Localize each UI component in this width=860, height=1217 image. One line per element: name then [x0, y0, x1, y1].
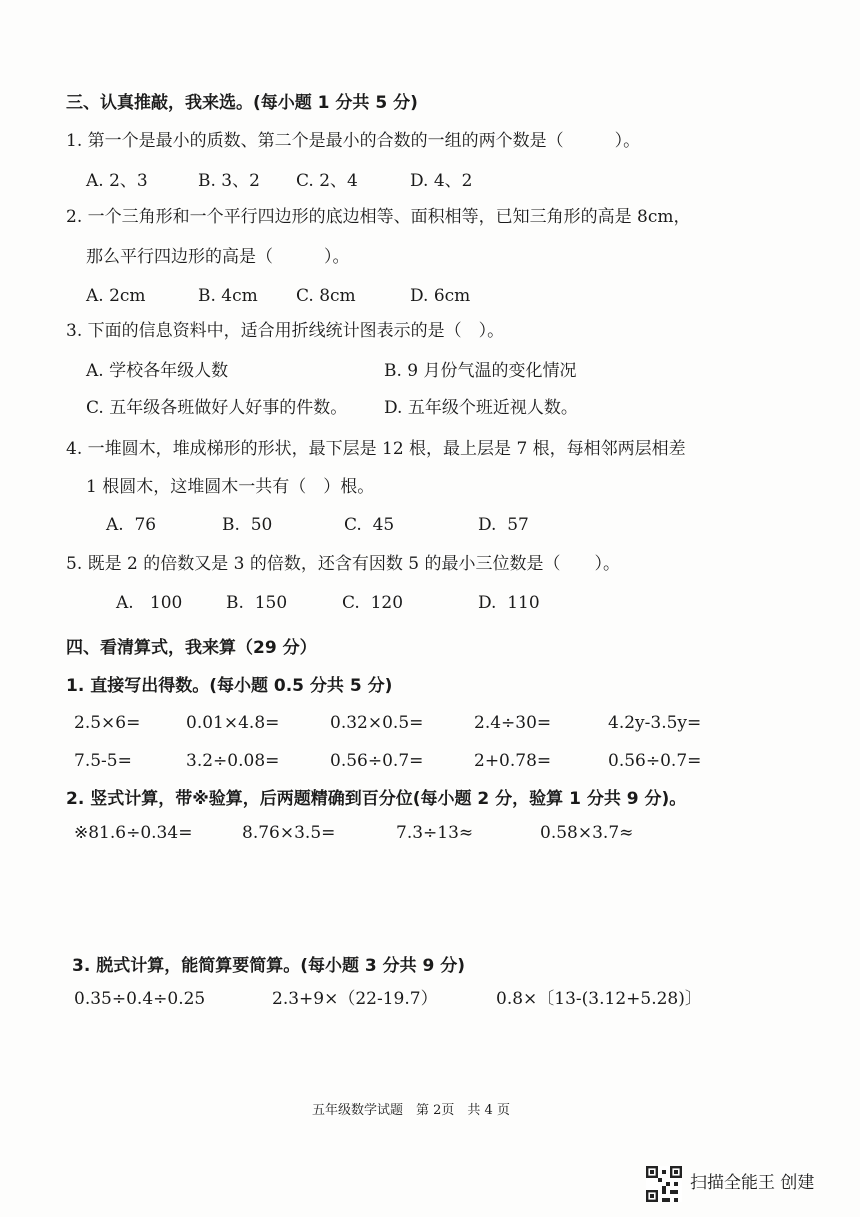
- part3-heading: 3. 脱式计算，能简算要简算。(每小题 3 分共 9 分): [72, 956, 466, 976]
- calc-item: 0.56÷0.7=: [330, 751, 424, 771]
- q4-option-d: D. 57: [478, 515, 529, 535]
- q1-option-d: D. 4、2: [410, 171, 473, 191]
- page-footer: 五年级数学试题 第 2页 共 4 页: [312, 1103, 510, 1118]
- q1-option-a: A. 2、3: [86, 171, 148, 191]
- section4-heading: 四、看清算式，我来算（29 分）: [66, 638, 317, 658]
- q5-option-c: C. 120: [342, 593, 404, 613]
- q3-option-c: C. 五年级各班做好人好事的件数。: [86, 398, 348, 418]
- q2-stem-line1: 2. 一个三角形和一个平行四边形的底边相等、面积相等，已知三角形的高是 8cm，: [66, 207, 691, 227]
- q5-stem: 5. 既是 2 的倍数又是 3 的倍数，还含有因数 5 的最小三位数是（ ）。: [66, 554, 620, 574]
- vertical-calc-item: 7.3÷13≈: [396, 823, 474, 843]
- section3-heading: 三、认真推敲，我来选。(每小题 1 分共 5 分): [66, 93, 418, 113]
- vertical-calc-item: ※81.6÷0.34=: [74, 823, 193, 843]
- q4-stem-line2: 1 根圆木，这堆圆木一共有（ ）根。: [86, 477, 375, 497]
- q5-option-a: A. 100: [116, 593, 183, 613]
- stepwise-calc-item: 2.3+9×（22-19.7）: [272, 989, 438, 1009]
- part2-heading: 2. 竖式计算，带※验算，后两题精确到百分位(每小题 2 分，验算 1 分共 9 分)。: [66, 789, 687, 809]
- q2-option-c: C. 8cm: [296, 286, 356, 306]
- vertical-calc-item: 0.58×3.7≈: [540, 823, 634, 843]
- q1-option-b: B. 3、2: [198, 171, 260, 191]
- part1-heading: 1. 直接写出得数。(每小题 0.5 分共 5 分): [66, 676, 393, 696]
- q3-option-a: A. 学校各年级人数: [86, 361, 229, 381]
- q4-option-b: B. 50: [222, 515, 273, 535]
- calc-item: 3.2÷0.08=: [186, 751, 280, 771]
- q2-option-b: B. 4cm: [198, 286, 258, 306]
- q4-option-c: C. 45: [344, 515, 395, 535]
- calc-item: 0.01×4.8=: [186, 713, 280, 733]
- calc-item: 4.2y-3.5y=: [608, 713, 702, 733]
- q3-option-d: D. 五年级个班近视人数。: [384, 398, 578, 418]
- calc-item: 0.32×0.5=: [330, 713, 424, 733]
- q4-stem-line1: 4. 一堆圆木，堆成梯形的形状，最下层是 12 根，最上层是 7 根，每相邻两层相差: [66, 439, 686, 459]
- scanner-watermark: 扫描全能王 创建: [690, 1173, 815, 1193]
- calc-item: 7.5-5=: [74, 751, 132, 771]
- q4-option-a: A. 76: [106, 515, 157, 535]
- q3-stem: 3. 下面的信息资料中，适合用折线统计图表示的是（ ）。: [66, 321, 505, 341]
- q3-option-b: B. 9 月份气温的变化情况: [384, 361, 577, 381]
- q5-option-b: B. 150: [226, 593, 288, 613]
- calc-item: 2+0.78=: [474, 751, 552, 771]
- calc-item: 2.5×6=: [74, 713, 141, 733]
- calc-item: 2.4÷30=: [474, 713, 552, 733]
- q1-option-c: C. 2、4: [296, 171, 358, 191]
- vertical-calc-item: 8.76×3.5=: [242, 823, 336, 843]
- q2-option-a: A. 2cm: [86, 286, 146, 306]
- q2-option-d: D. 6cm: [410, 286, 471, 306]
- q2-stem-line2: 那么平行四边形的高是（ ）。: [86, 247, 350, 267]
- calc-item: 0.56÷0.7=: [608, 751, 702, 771]
- q1-stem: 1. 第一个是最小的质数、第二个是最小的合数的一组的两个数是（ ）。: [66, 131, 641, 151]
- stepwise-calc-item: 0.35÷0.4÷0.25: [74, 989, 206, 1009]
- q5-option-d: D. 110: [478, 593, 540, 613]
- stepwise-calc-item: 0.8×〔13-(3.12+5.28)〕: [496, 989, 702, 1009]
- qr-code-icon: [646, 1166, 682, 1202]
